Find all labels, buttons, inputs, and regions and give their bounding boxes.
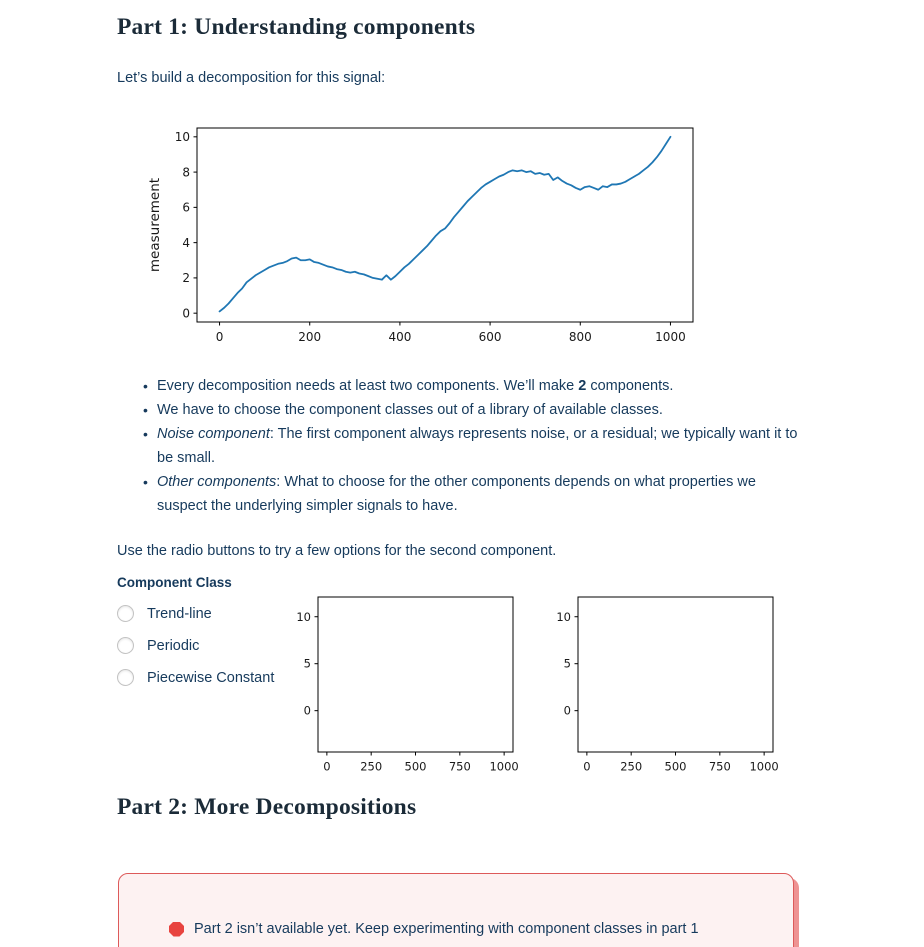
svg-text:750: 750: [448, 759, 471, 774]
svg-text:0: 0: [303, 703, 311, 718]
bullet-icon: •: [143, 378, 148, 394]
signal-line-chart: [147, 117, 712, 349]
intro-paragraph: Let’s build a decomposition for this signal:: [117, 70, 386, 86]
svg-text:measurement: measurement: [147, 177, 163, 273]
svg-text:10: 10: [174, 130, 190, 145]
svg-text:250: 250: [360, 759, 383, 774]
svg-text:5: 5: [303, 656, 311, 671]
radio-option-piecewise-constant[interactable]: [117, 669, 287, 686]
bullet-icon: •: [143, 402, 148, 418]
svg-text:1000: 1000: [489, 759, 519, 774]
radio-button-icon[interactable]: [117, 669, 134, 686]
list-item: [117, 398, 807, 422]
list-item: [117, 422, 807, 470]
component-chart-right: [547, 589, 795, 774]
component-class-label: Component Class: [117, 575, 232, 590]
part1-heading: Part 1: Understanding components: [117, 14, 476, 40]
signal-chart-figure: [147, 117, 924, 354]
svg-text:0: 0: [215, 330, 224, 344]
svg-text:0: 0: [323, 759, 331, 774]
svg-text:500: 500: [404, 759, 427, 774]
svg-text:0: 0: [182, 306, 190, 321]
svg-text:400: 400: [388, 330, 412, 344]
radio-option-label[interactable]: Periodic: [147, 637, 200, 654]
callout-content: [169, 918, 793, 940]
svg-text:10: 10: [556, 609, 571, 624]
part2-heading: Part 2: More Decompositions: [117, 794, 417, 820]
svg-text:1000: 1000: [655, 330, 686, 344]
radio-option-periodic[interactable]: [117, 637, 287, 654]
svg-text:2: 2: [182, 271, 190, 286]
danger-callout: [118, 873, 794, 947]
svg-text:10: 10: [296, 609, 311, 624]
radio-button-icon[interactable]: [117, 605, 134, 622]
svg-text:8: 8: [182, 165, 190, 180]
callout-text: Part 2 isn’t available yet. Keep experimenting with component classes in part 1: [194, 921, 699, 937]
svg-text:250: 250: [620, 759, 643, 774]
list-item-text: Every decomposition needs at least two components. We’ll make 2 components.: [157, 378, 674, 394]
list-item-text: We have to choose the component classes out of a library of available classes.: [157, 402, 663, 418]
svg-text:4: 4: [182, 235, 190, 250]
component-class-radio-group: [117, 575, 287, 686]
bullet-icon: •: [143, 474, 148, 490]
bullet-icon: •: [143, 426, 148, 442]
radio-instruction-paragraph: Use the radio buttons to try a few options for the second component.: [117, 543, 557, 559]
list-item-text: Other components: What to choose for the other components depends on what properties we suspect the underlying simpler signals to have.: [157, 474, 756, 514]
radio-button-icon[interactable]: [117, 637, 134, 654]
svg-text:6: 6: [182, 200, 190, 215]
svg-text:800: 800: [568, 330, 592, 344]
component-chart-left: [287, 589, 535, 774]
stop-sign-icon: [169, 922, 184, 937]
list-item-text: Noise component: The first component always represents noise, or a residual; we typically want it to be small.: [157, 426, 798, 466]
svg-text:0: 0: [563, 703, 571, 718]
svg-text:5: 5: [563, 656, 571, 671]
list-item: [117, 470, 807, 518]
bullet-list: [117, 374, 807, 518]
svg-text:200: 200: [298, 330, 322, 344]
list-item: [117, 374, 807, 398]
svg-text:750: 750: [708, 759, 731, 774]
svg-text:600: 600: [478, 330, 502, 344]
component-controls-row: [117, 575, 924, 774]
radio-option-label[interactable]: Trend-line: [147, 605, 212, 622]
radio-option-label[interactable]: Piecewise Constant: [147, 669, 275, 686]
radio-option-trend-line[interactable]: [117, 605, 287, 622]
svg-text:500: 500: [664, 759, 687, 774]
svg-text:1000: 1000: [749, 759, 779, 774]
svg-text:0: 0: [583, 759, 591, 774]
